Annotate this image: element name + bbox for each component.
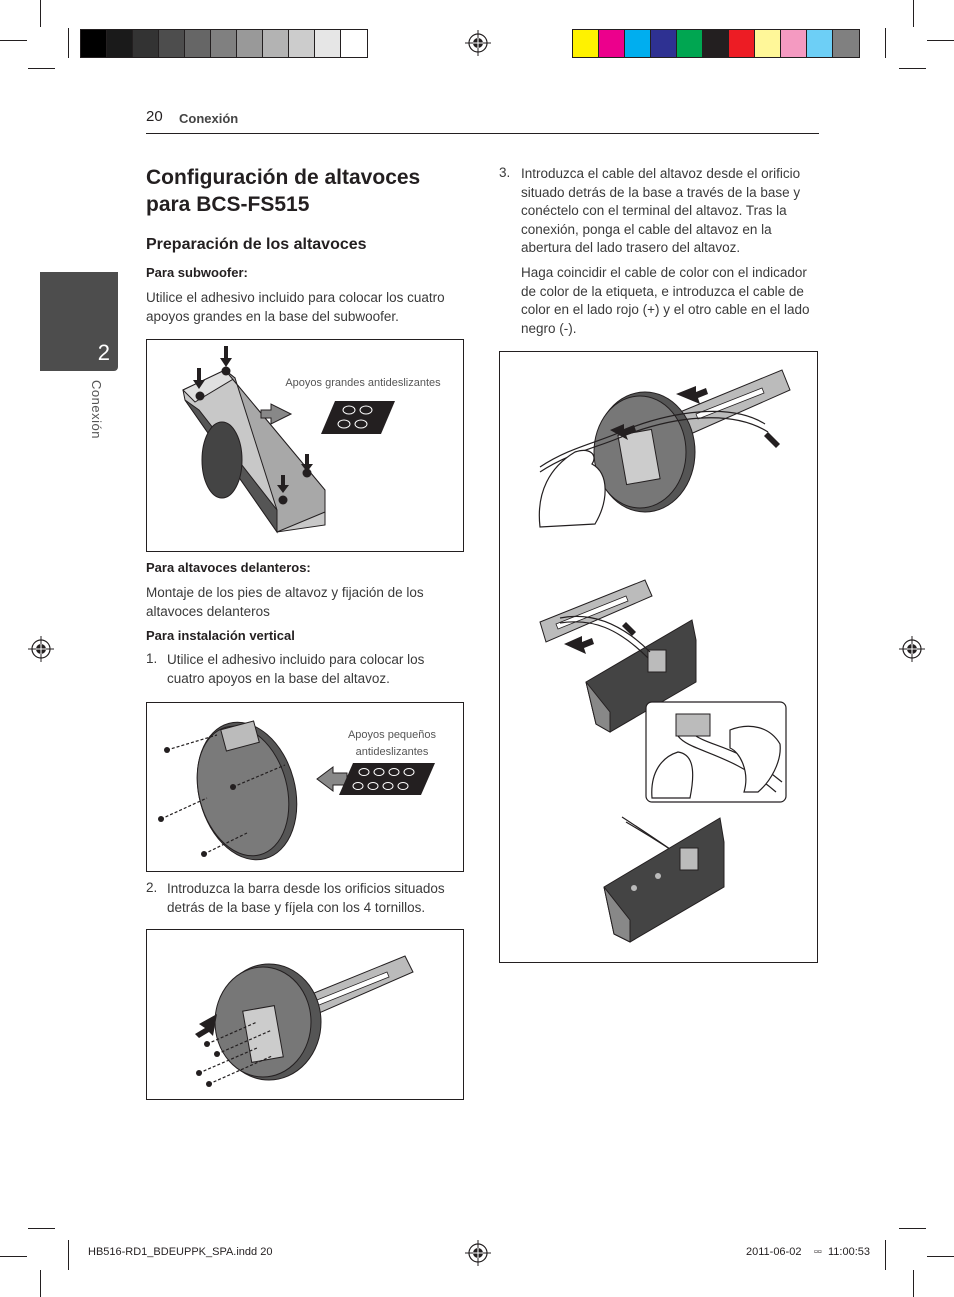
step-3-text: Introduzca el cable del altavoz desde el orificio situado detrás de la base a través de la base y conéctelo con el terminal del altavoz. Tras la conexión, ponga el cable del altavoz en la abertura del lado trasero del altavoz.	[521, 166, 801, 255]
color-swatch	[703, 30, 729, 57]
vertical-install-label: Para instalación vertical	[146, 628, 295, 643]
step-number: 2.	[146, 880, 158, 895]
crop-mark	[913, 1270, 914, 1297]
color-swatch	[807, 30, 833, 57]
registration-target-icon	[899, 636, 925, 662]
front-speakers-text: Montaje de los pies de altavoz y fijación de los altavoces delanteros	[146, 585, 424, 619]
step-number: 1.	[146, 651, 158, 666]
step-2-text: Introduzca la barra desde los orificios situados detrás de la base y fíjela con los 4 tornillos.	[167, 881, 445, 915]
registration-target-icon	[465, 1240, 491, 1266]
subwoofer-figure	[146, 339, 464, 552]
crop-mark	[40, 0, 41, 27]
step-1-text: Utilice el adhesivo incluido para colocar los cuatro apoyos en la base del altavoz.	[167, 652, 425, 686]
color-swatch	[833, 30, 859, 57]
crop-mark	[927, 1256, 954, 1257]
color-swatch	[625, 30, 651, 57]
gray-swatch	[341, 30, 367, 57]
bar-screws-illustration	[147, 930, 465, 1101]
header-divider	[146, 133, 819, 134]
color-swatch	[729, 30, 755, 57]
subwoofer-text: Utilice el adhesivo incluido para colocar los cuatro apoyos grandes en la base del subwoofer.	[146, 290, 445, 324]
subwoofer-label: Para subwoofer:	[146, 265, 248, 280]
crop-mark	[68, 28, 69, 58]
chapter-label	[86, 380, 106, 470]
subsection-title: Preparación de los altavoces	[146, 236, 367, 253]
cable-connection-illustration	[500, 352, 819, 964]
registration-target-icon	[28, 636, 54, 662]
footer-time: 11:00:53	[828, 1246, 871, 1258]
small-pads-caption-1: Apoyos pequeños	[347, 729, 437, 741]
crop-mark	[68, 1240, 69, 1270]
front-speakers-label: Para altavoces delanteros:	[146, 560, 311, 575]
crop-mark	[927, 40, 954, 41]
crop-mark	[28, 1228, 55, 1229]
registration-target-icon	[465, 30, 491, 56]
crop-mark	[913, 0, 914, 27]
gray-swatch	[237, 30, 263, 57]
gray-swatch	[315, 30, 341, 57]
crop-mark	[0, 40, 27, 41]
color-swatch	[677, 30, 703, 57]
crop-mark	[899, 1228, 926, 1229]
gray-swatch	[263, 30, 289, 57]
crop-mark	[0, 1256, 27, 1257]
gray-swatch	[159, 30, 185, 57]
section-title: Configuración de altavoces para BCS-FS515	[146, 166, 421, 216]
color-swatch	[573, 30, 599, 57]
speaker-base-pads-figure	[146, 702, 464, 872]
crop-mark	[885, 1240, 886, 1270]
footer-time-icon: ▫▫	[814, 1246, 822, 1258]
crop-mark	[28, 68, 55, 69]
footer-filename: HB516-RD1_BDEUPPK_SPA.indd 20	[88, 1246, 273, 1258]
color-swatch	[755, 30, 781, 57]
crop-mark	[885, 28, 886, 58]
chapter-label-text: Conexión	[89, 380, 104, 439]
step-number: 3.	[499, 165, 511, 180]
color-swatch	[651, 30, 677, 57]
color-swatch-bar	[572, 29, 860, 58]
gray-swatch	[211, 30, 237, 57]
running-header: Conexión	[179, 111, 239, 126]
page-number: 20	[146, 108, 163, 125]
bar-screws-figure	[146, 929, 464, 1100]
step-3-extra-text: Haga coincidir el cable de color con el indicador de color de la etiqueta, e introduzca el cable de color en el lado rojo (+) y el otro cable en el lado negro (-).	[521, 265, 810, 336]
gray-swatch	[133, 30, 159, 57]
crop-mark	[899, 68, 926, 69]
gray-swatch	[107, 30, 133, 57]
chapter-number: 2	[97, 340, 110, 365]
crop-mark	[40, 1270, 41, 1297]
gray-swatch-bar	[80, 29, 368, 58]
gray-swatch	[289, 30, 315, 57]
gray-swatch	[81, 30, 107, 57]
color-swatch	[599, 30, 625, 57]
cable-connection-figure	[499, 351, 818, 963]
footer-date: 2011-06-02	[746, 1246, 802, 1258]
subwoofer-illustration	[147, 340, 465, 553]
gray-swatch	[185, 30, 211, 57]
large-pads-caption: Apoyos grandes antideslizantes	[285, 377, 441, 389]
small-pads-caption-2: antideslizantes	[355, 746, 429, 758]
color-swatch	[781, 30, 807, 57]
